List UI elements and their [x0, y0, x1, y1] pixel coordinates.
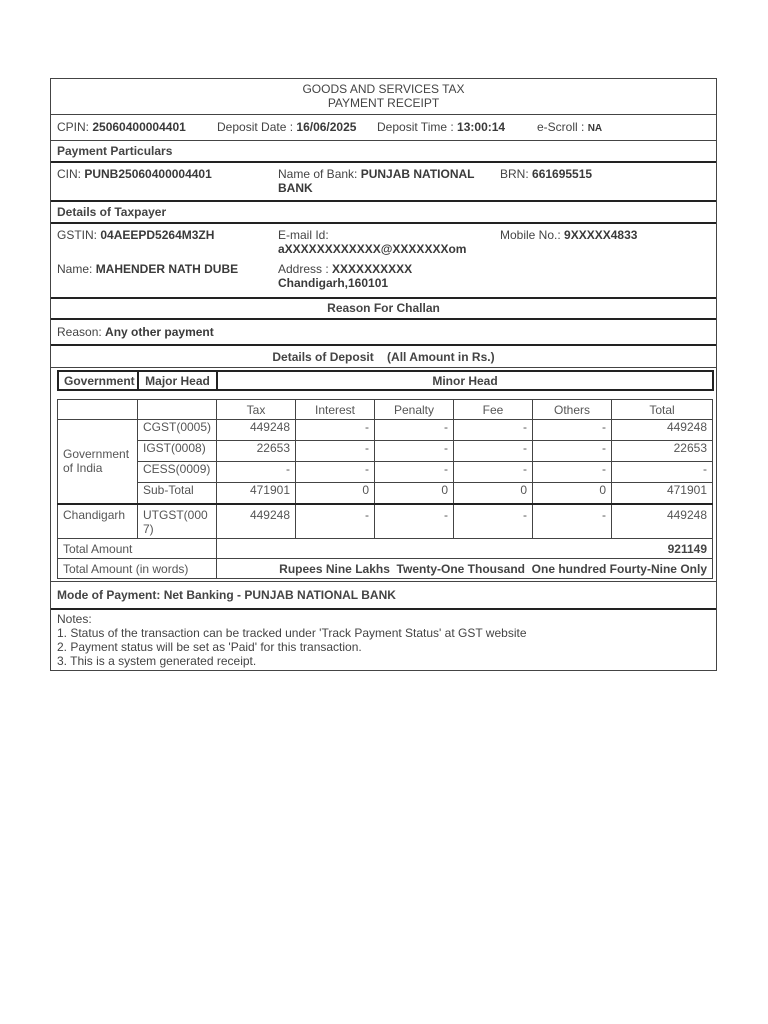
- table-row-subtotal: [58, 483, 713, 504]
- address-field: [278, 262, 412, 276]
- deposit-detail-table: [57, 399, 713, 579]
- table-row-total-words: [58, 559, 713, 579]
- receipt-title-line2: PAYMENT RECEIPT: [327, 96, 440, 110]
- address-value-line1: XXXXXXXXXX: [332, 262, 413, 276]
- cin-field: [57, 167, 212, 181]
- deposit-heading: Details of Deposit (All Amount in Rs.): [272, 350, 495, 364]
- cpin-label: CPIN:: [57, 120, 90, 134]
- cgst-tax: 449248: [217, 420, 296, 441]
- cpin-value: 25060400004401: [92, 120, 186, 134]
- head-utgst: UTGST(0007): [138, 504, 217, 539]
- utgst-interest: -: [296, 504, 375, 539]
- corner-cell: [58, 400, 138, 420]
- col-fee: Fee: [454, 400, 533, 420]
- deposit-time-label: Deposit Time :: [377, 120, 454, 134]
- cess-penalty: -: [375, 462, 454, 483]
- note-item-1: 1. Status of the transaction can be tracked under 'Track Payment Status' at GST website: [57, 626, 527, 640]
- igst-total: 22653: [612, 441, 713, 462]
- igst-interest: -: [296, 441, 375, 462]
- cess-fee: -: [454, 462, 533, 483]
- name-value: MAHENDER NATH DUBE: [95, 262, 239, 276]
- name-label: Name:: [57, 262, 93, 276]
- reason-heading: Reason For Challan: [327, 301, 440, 315]
- escroll-label: e-Scroll :: [537, 120, 585, 134]
- receipt-title-line1: GOODS AND SERVICES TAX: [302, 82, 465, 96]
- utgst-total: 449248: [612, 504, 713, 539]
- igst-tax: 22653: [217, 441, 296, 462]
- deposit-time-value: 13:00:14: [457, 120, 506, 134]
- taxpayer-heading: Details of Taxpayer: [57, 205, 167, 219]
- table-row-chandigarh: [58, 504, 713, 539]
- gov-india-cell: Government of India: [58, 420, 138, 504]
- address-value-line2: Chandigarh,160101: [278, 276, 389, 290]
- cgst-others: -: [533, 420, 612, 441]
- gov-chandigarh-cell: Chandigarh: [58, 504, 138, 539]
- total-words-value: Rupees Nine Lakhs Twenty-One Thousand One hundred Fourty-Nine Only: [217, 559, 713, 579]
- utgst-tax: 449248: [217, 504, 296, 539]
- igst-fee: -: [454, 441, 533, 462]
- subtotal-penalty: 0: [375, 483, 454, 504]
- cess-interest: -: [296, 462, 375, 483]
- note-item-3: 3. This is a system generated receipt.: [57, 654, 257, 668]
- brn-field: [500, 167, 592, 181]
- address-label: Address :: [278, 262, 329, 276]
- subtotal-fee: 0: [454, 483, 533, 504]
- bank-label: Name of Bank:: [278, 167, 358, 181]
- head-cgst: CGST(0005): [138, 420, 217, 441]
- reason-label: Reason:: [57, 325, 102, 339]
- cess-total: -: [612, 462, 713, 483]
- table-row-cgst: [58, 420, 713, 441]
- deposit-date-value: 16/06/2025: [296, 120, 357, 134]
- bank-field: [278, 167, 483, 195]
- col-total: Total: [612, 400, 713, 420]
- table-row-total-amount: [58, 539, 713, 559]
- email-value: aXXXXXXXXXXXX@XXXXXXXom: [278, 242, 467, 256]
- mode-of-payment-field: [57, 588, 396, 602]
- deposit-date-label: Deposit Date :: [217, 120, 294, 134]
- cess-others: -: [533, 462, 612, 483]
- mode-of-payment-label: Mode of Payment:: [57, 588, 161, 602]
- subtotal-interest: 0: [296, 483, 375, 504]
- col-minor-head: Minor Head: [217, 371, 713, 390]
- table-row-cess: [58, 462, 713, 483]
- head-igst: IGST(0008): [138, 441, 217, 462]
- utgst-others: -: [533, 504, 612, 539]
- igst-penalty: -: [375, 441, 454, 462]
- total-amount-value: 921149: [217, 539, 713, 559]
- cgst-fee: -: [454, 420, 533, 441]
- table-row-igst: [58, 441, 713, 462]
- cgst-interest: -: [296, 420, 375, 441]
- gstin-field: [57, 228, 214, 242]
- gstin-value: 04AEEPD5264M3ZH: [100, 228, 215, 242]
- email-label: E-mail Id:: [278, 228, 329, 242]
- total-words-label: Total Amount (in words): [58, 559, 217, 579]
- escroll-value: NA: [587, 123, 603, 134]
- brn-label: BRN:: [500, 167, 529, 181]
- name-field: [57, 262, 238, 276]
- cess-tax: -: [217, 462, 296, 483]
- col-major-head: Major Head: [138, 371, 217, 390]
- cpin-field: [57, 120, 186, 134]
- col-others: Others: [533, 400, 612, 420]
- mobile-label: Mobile No.:: [500, 228, 561, 242]
- reason-value: Any other payment: [105, 325, 214, 339]
- subtotal-others: 0: [533, 483, 612, 504]
- col-penalty: Penalty: [375, 400, 454, 420]
- brn-value: 661695515: [532, 167, 593, 181]
- cin-label: CIN:: [57, 167, 81, 181]
- bank-value: PUNJAB NATIONAL BANK: [278, 167, 475, 195]
- head-subtotal: Sub-Total: [138, 483, 217, 504]
- gstin-label: GSTIN:: [57, 228, 98, 242]
- mode-of-payment-value: Net Banking - PUNJAB NATIONAL BANK: [163, 588, 396, 602]
- notes-heading: Notes:: [57, 612, 92, 626]
- subtotal-total: 471901: [612, 483, 713, 504]
- reason-field: [57, 325, 214, 339]
- head-cess: CESS(0009): [138, 462, 217, 483]
- utgst-fee: -: [454, 504, 533, 539]
- igst-others: -: [533, 441, 612, 462]
- deposit-time-field: [377, 120, 505, 134]
- deposit-head-table: [57, 370, 714, 391]
- col-tax: Tax: [217, 400, 296, 420]
- mobile-field: [500, 228, 637, 242]
- escroll-field: [537, 120, 602, 136]
- cgst-total: 449248: [612, 420, 713, 441]
- col-interest: Interest: [296, 400, 375, 420]
- total-amount-label: Total Amount: [58, 539, 217, 559]
- col-government: Government: [58, 371, 138, 390]
- note-item-2: 2. Payment status will be set as 'Paid' for this transaction.: [57, 640, 362, 654]
- deposit-date-field: [217, 120, 356, 134]
- payment-receipt: [50, 78, 717, 671]
- payment-particulars-heading: Payment Particulars: [57, 144, 173, 158]
- cin-value: PUNB25060400004401: [84, 167, 212, 181]
- subtotal-tax: 471901: [217, 483, 296, 504]
- mobile-value: 9XXXXX4833: [564, 228, 638, 242]
- cgst-penalty: -: [375, 420, 454, 441]
- empty-head-cell: [138, 400, 217, 420]
- utgst-penalty: -: [375, 504, 454, 539]
